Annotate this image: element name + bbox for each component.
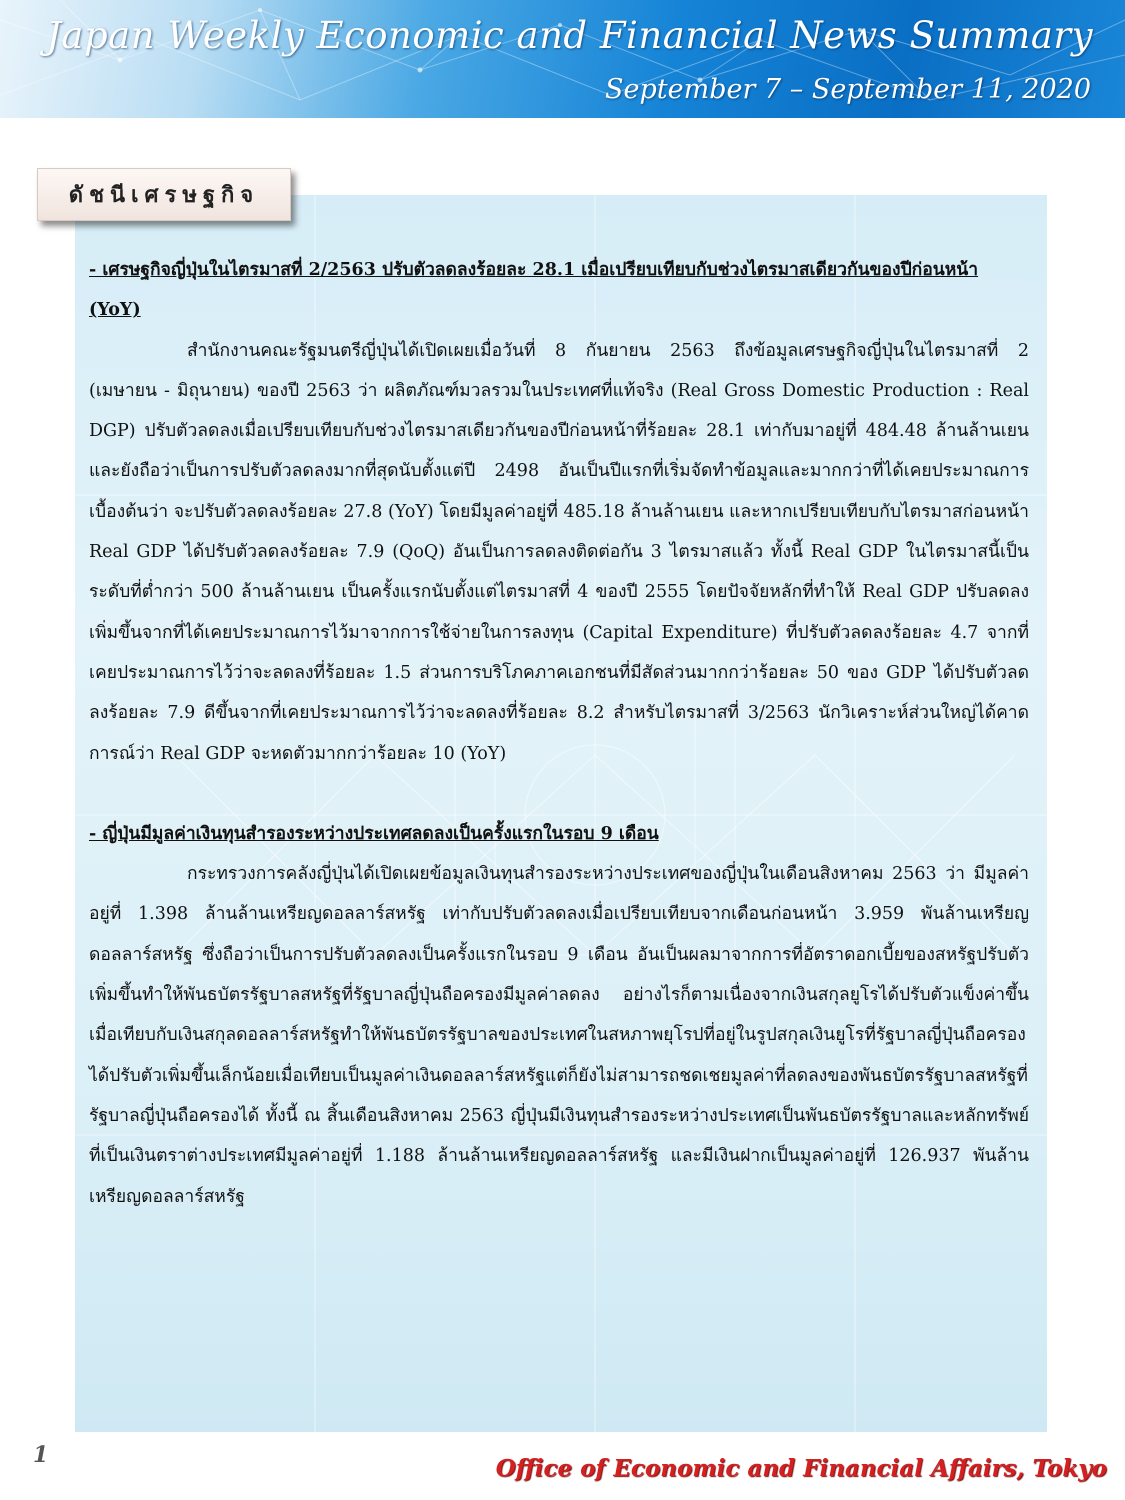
article-content [89, 250, 1029, 1217]
section-tab [37, 168, 291, 221]
article-body: สำนักงานคณะรัฐมนตรีญี่ปุ่นได้เปิดเผยเมื่อวันที่ 8 กันยายน 2563 ถึงข้อมูลเศรษฐกิจญี่ปุ่นในไตรมาสที่ 2 (เมษายน - มิถุนายน) ของปี 2563 ว่า ผลิตภัณฑ์มวลรวมในประเทศที่แท้จริง (Real Gross Domestic Production : Real DGP) ปรับตัวลดลงเมื่อเปรียบเทียบกับช่วงไตรมาสเดียวกันของปีก่อนหน้าที่ร้อยละ 28.1 เท่ากับมาอยู่ที่ 484.48 ล้านล้านเยน และยังถือว่าเป็นการปรับตัวลดลงมากที่สุดนับตั้งแต่ปี 2498 อันเป็นปีแรกที่เริ่มจัดทำข้อมูลและมากกว่าที่ได้เคยประมาณการเบื้องต้นว่า จะปรับตัวลดลงร้อยละ 27.8 (YoY) โดยมีมูลค่าอยู่ที่ 485.18 ล้านล้านเยน และหากเปรียบเทียบกับไตรมาสก่อนหน้า Real GDP ได้ปรับตัวลดลงร้อยละ 7.9 (QoQ) อันเป็นการลดลงติดต่อกัน 3 ไตรมาสแล้ว ทั้งนี้ Real GDP ในไตรมาสนี้เป็นระดับที่ต่ำกว่า 500 ล้านล้านเยน เป็นครั้งแรกนับตั้งแต่ไตรมาสที่ 4 ของปี 2555 โดยปัจจัยหลักที่ทำให้ Real GDP ปรับลดลงเพิ่มขึ้นจากที่ได้เคยประมาณการไว้มาจากการใช้จ่ายในการลงทุน (Capital Expenditure) ที่ปรับตัวลดลงร้อยละ 4.7 จากที่เคยประมาณการไว้ว่าจะลดลงที่ร้อยละ 1.5 ส่วนการบริโภคภาคเอกชนที่มีสัดส่วนมากกว่าร้อยละ 50 ของ GDP ได้ปรับตัวลดลงร้อยละ 7.9 ดีขึ้นจากที่เคยประมาณการไว้ว่าจะลดลงที่ร้อยละ 8.2 สำหรับไตรมาสที่ 3/2563 นักวิเคราะห์ส่วนใหญ่ได้คาดการณ์ว่า Real GDP จะหดตัวมากกว่าร้อยละ 10 (YoY) [89, 340, 1029, 764]
date-range: September 7 – September 11, 2020 [605, 74, 1091, 105]
report-title: Japan Weekly Economic and Financial News Summary [46, 14, 1093, 57]
spacer [89, 774, 1029, 814]
office-name: Office of Economic and Financial Affairs, Tokyo [495, 1455, 1107, 1482]
article-headline: - เศรษฐกิจญี่ปุ่นในไตรมาสที่ 2/2563 ปรับตัวลดลงร้อยละ 28.1 เมื่อเปรียบเทียบกับช่วงไตรมาสเดียวกันของปีก่อนหน้า (YoY) [89, 260, 979, 321]
article-headline: - ญี่ปุ่นมีมูลค่าเงินทุนสำรองระหว่างประเทศลดลงเป็นครั้งแรกในรอบ 9 เดือน [89, 823, 659, 844]
header-banner [0, 0, 1125, 118]
article-body: กระทรวงการคลังญี่ปุ่นได้เปิดเผยข้อมูลเงินทุนสำรองระหว่างประเทศของญี่ปุ่นในเดือนสิงหาคม 2563 ว่า มีมูลค่าอยู่ที่ 1.398 ล้านล้านเหรียญดอลลาร์สหรัฐ เท่ากับปรับตัวลดลงเมื่อเปรียบเทียบจากเดือนก่อนหน้า 3.959 พันล้านเหรียญดอลลาร์สหรัฐ ซึ่งถือว่าเป็นการปรับตัวลดลงเป็นครั้งแรกในรอบ 9 เดือน อันเป็นผลมาจากการที่อัตราดอกเบี้ยของสหรัฐปรับตัวเพิ่มขึ้นทำให้พันธบัตรรัฐบาลสหรัฐที่รัฐบาลญี่ปุ่นถือครองมีมูลค่าลดลง อย่างไรก็ตามเนื่องจากเงินสกุลยูโรได้ปรับตัวแข็งค่าขึ้นเมื่อเทียบกับเงินสกุลดอลลาร์สหรัฐทำให้พันธบัตรรัฐบาลของประเทศในสหภาพยุโรปที่อยู่ในรูปสกุลเงินยูโรที่รัฐบาลญี่ปุ่นถือครองได้ปรับตัวเพิ่มขึ้นเล็กน้อยเมื่อเทียบเป็นมูลค่าเงินดอลลาร์สหรัฐแต่ก็ยังไม่สามารถชดเชยมูลค่าที่ลดลงของพันธบัตรรัฐบาลสหรัฐที่รัฐบาลญี่ปุ่นถือครองได้ ทั้งนี้ ณ สิ้นเดือนสิงหาคม 2563 ญี่ปุ่นมีเงินทุนสำรองระหว่างประเทศเป็นพันธบัตรรัฐบาลและหลักทรัพย์ที่เป็นเงินตราต่างประเทศมีมูลค่าอยู่ที่ 1.188 ล้านล้านเหรียญดอลลาร์สหรัฐ และมีเงินฝากเป็นมูลค่าอยู่ที่ 126.937 พันล้านเหรียญดอลลาร์สหรัฐ [89, 864, 1029, 1207]
page-number: 1 [33, 1442, 49, 1468]
section-tab-label: ดัชนีเศรษฐกิจ [68, 182, 260, 208]
